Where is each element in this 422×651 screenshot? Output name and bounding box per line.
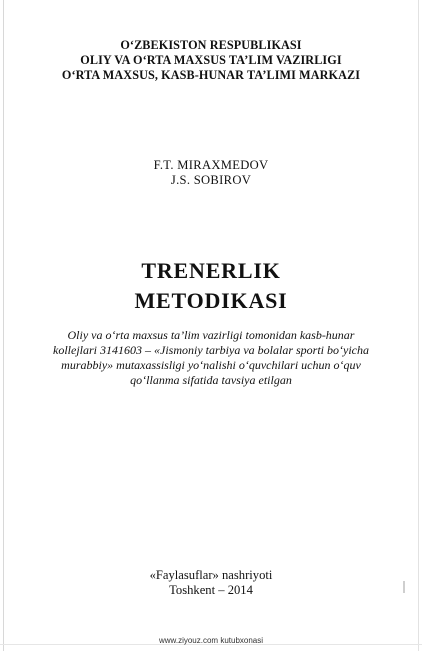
header-line-center: O‘RTA MAXSUS, KASB-HUNAR TA’LIMI MARKAZI (61, 68, 361, 82)
scan-artifact (403, 581, 405, 593)
header-line-ministry: OLIY VA O‘RTA MAXSUS TA’LIM VAZIRLIGI (80, 53, 342, 67)
title-line-1: TRENERLIK (141, 258, 281, 283)
author-1: F.T. MIRAXMEDOV (153, 158, 269, 172)
publisher-city-year: Toshkent – 2014 (169, 583, 253, 597)
page-edge-right (418, 0, 419, 651)
authors (0, 158, 422, 188)
page-edge-left (3, 0, 4, 651)
footer-url (0, 636, 422, 646)
subtitle-line-4: qo‘llanma sifatida tavsiya etilgan (130, 373, 292, 387)
author-2: J.S. SOBIROV (170, 173, 252, 187)
book-subtitle (30, 328, 392, 388)
book-title (0, 256, 422, 316)
publisher-name: «Faylasuflar» nashriyoti (149, 568, 273, 582)
title-line-2: METODIKASI (134, 288, 288, 313)
subtitle-line-1: Oliy va o‘rta maxsus ta’lim vazirligi tomonidan kasb-hunar (67, 328, 355, 342)
subtitle-line-2: kollejlari 3141603 – «Jismoniy tarbiya va bolalar sporti bo‘yicha (53, 343, 369, 357)
publisher-info (0, 568, 422, 598)
header-line-republic: O‘ZBEKISTON RESPUBLIKASI (120, 38, 302, 52)
subtitle-line-3: murabbiy» mutaxassisligi yo‘nalishi o‘quvchilari uchun o‘quv (61, 358, 361, 372)
footer-url-text: www.ziyouz.com kutubxonasi (158, 636, 264, 645)
ministry-header (0, 38, 422, 83)
